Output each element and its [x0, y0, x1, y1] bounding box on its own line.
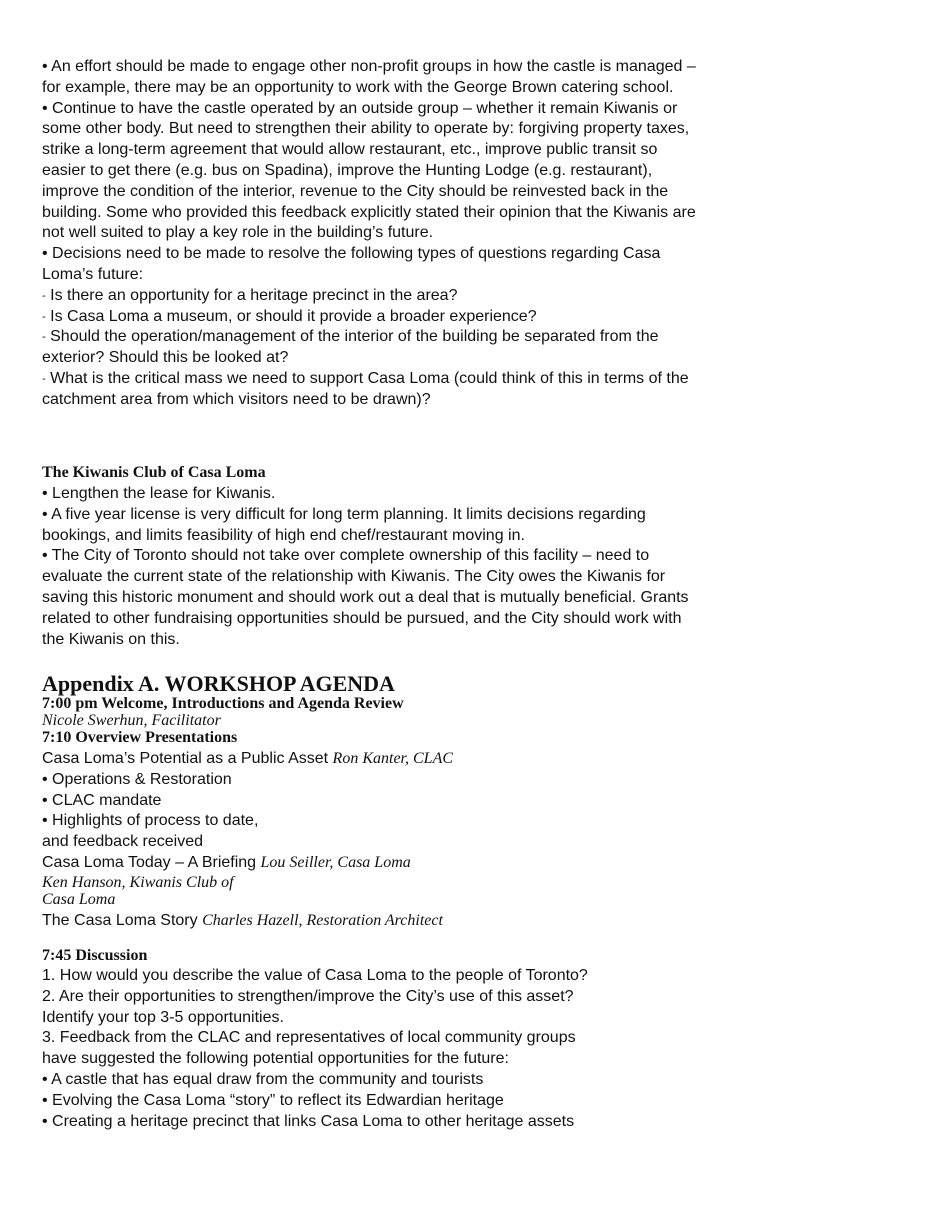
kiwanis-bullet-license: • A five year license is very difficult for long term planning. It limits decisions regarding bookings, and limits feasibility of high end chef/restaurant moving in.	[42, 505, 646, 544]
paragraph-decisions: • Decisions need to be made to resolve the following types of questions regarding Casa Loma’s future:	[42, 245, 661, 283]
kiwanis-bullet-ownership: • The City of Toronto should not take over complete ownership of this facility – need to evaluate the current state of the relationship with Kiwanis. The City owes the Kiwanis for saving this historic monument and should work out a deal that is mutually beneficial. Grants related to other fundraising opportunities should be pursued, and the City should work with the Kiwanis on this.	[42, 547, 689, 648]
dash-marker: -	[42, 372, 46, 385]
presentation-briefing: Casa Loma Today – A Briefing Lou Seiller, Casa Loma	[42, 853, 411, 871]
kiwanis-heading: The Kiwanis Club of Casa Loma	[42, 464, 266, 481]
bullet-highlights-cont: and feedback received	[42, 833, 203, 851]
bullet-operations: • Operations & Restoration	[42, 770, 232, 788]
dash-marker: -	[42, 331, 46, 344]
presentation-public-asset: Casa Loma’s Potential as a Public Asset Ron Kanter, CLAC	[42, 750, 454, 767]
discussion-question-2: 2. Are their opportunities to strengthen/improve the City’s use of this asset?	[42, 987, 574, 1005]
presentation-story: The Casa Loma Story Charles Hazell, Restoration Architect	[42, 911, 443, 929]
presenter: Charles Hazell, Restoration Architect	[202, 911, 443, 929]
discussion-section	[42, 946, 702, 1132]
paragraph-outside-group: • Continue to have the castle operated by an outside group – whether it remain Kiwanis or some other body. But need to strengthen their ability to operate by: forgiving property taxes, strike a long-term agreement that would allow restaurant, etc., improve public transit so easier to get there (e.g. bus on Spadina), improve the Hunting Lodge (e.g. restaurant), improve the condition of the interior, revenue to the City should be reinvested back in the building. Some who provided this feedback explicitly stated their opinion that the Kiwanis are not well suited to play a key role in the building’s future.	[42, 99, 696, 242]
question-critical-mass: - What is the critical mass we need to support Casa Loma (could think of this in terms of the catchment area from which visitors need to be drawn)?	[42, 369, 689, 408]
question-heritage-precinct: - Is there an opportunity for a heritage precinct in the area?	[42, 286, 458, 304]
kiwanis-section	[42, 484, 702, 650]
facilitator: Nicole Swerhun, Facilitator	[42, 712, 221, 729]
paragraph-non-profit: • An effort should be made to engage other non-profit groups in how the castle is managed – for example, there may be an opportunity to work with the George Brown catering school.	[42, 58, 696, 96]
dash-marker: -	[42, 289, 46, 302]
question-museum: - Is Casa Loma a museum, or should it provide a broader experience?	[42, 307, 537, 325]
presenter: Lou Seiller, Casa Loma	[260, 853, 411, 871]
presenter-kiwanis: Ken Hanson, Kiwanis Club of	[42, 873, 234, 891]
bullet-clac-mandate: • CLAC mandate	[42, 791, 162, 809]
bullet-highlights: • Highlights of process to date,	[42, 812, 259, 830]
presenter-kiwanis-cont: Casa Loma	[42, 890, 116, 908]
agenda-item-discussion: 7:45 Discussion	[42, 947, 148, 964]
dash-marker: -	[42, 310, 46, 323]
opportunity-castle-draw: • A castle that has equal draw from the community and tourists	[42, 1070, 484, 1088]
presenter: Ron Kanter, CLAC	[332, 750, 454, 767]
discussion-question-3: 3. Feedback from the CLAC and representatives of local community groups	[42, 1029, 576, 1047]
appendix-title: Appendix A. WORKSHOP AGENDA	[42, 671, 395, 696]
opportunity-heritage-precinct: • Creating a heritage precinct that links Casa Loma to other heritage assets	[42, 1112, 575, 1130]
discussion-question-1: 1. How would you describe the value of Casa Loma to the people of Toronto?	[42, 967, 588, 984]
opportunity-story: • Evolving the Casa Loma “story” to reflect its Edwardian heritage	[42, 1091, 504, 1109]
question-interior-exterior: - Should the operation/management of the interior of the building be separated from the exterior? Should this be looked at?	[42, 328, 659, 367]
discussion-question-2-cont: Identify your top 3-5 opportunities.	[42, 1008, 284, 1026]
intro-section	[42, 57, 702, 411]
kiwanis-bullet-lease: • Lengthen the lease for Kiwanis.	[42, 485, 276, 502]
agenda-item-welcome: 7:00 pm Welcome, Introductions and Agenda Review	[42, 695, 404, 712]
agenda-item-overview: 7:10 Overview Presentations	[42, 729, 238, 746]
discussion-question-3-cont: have suggested the following potential opportunities for the future:	[42, 1050, 509, 1068]
agenda-section	[42, 695, 702, 932]
